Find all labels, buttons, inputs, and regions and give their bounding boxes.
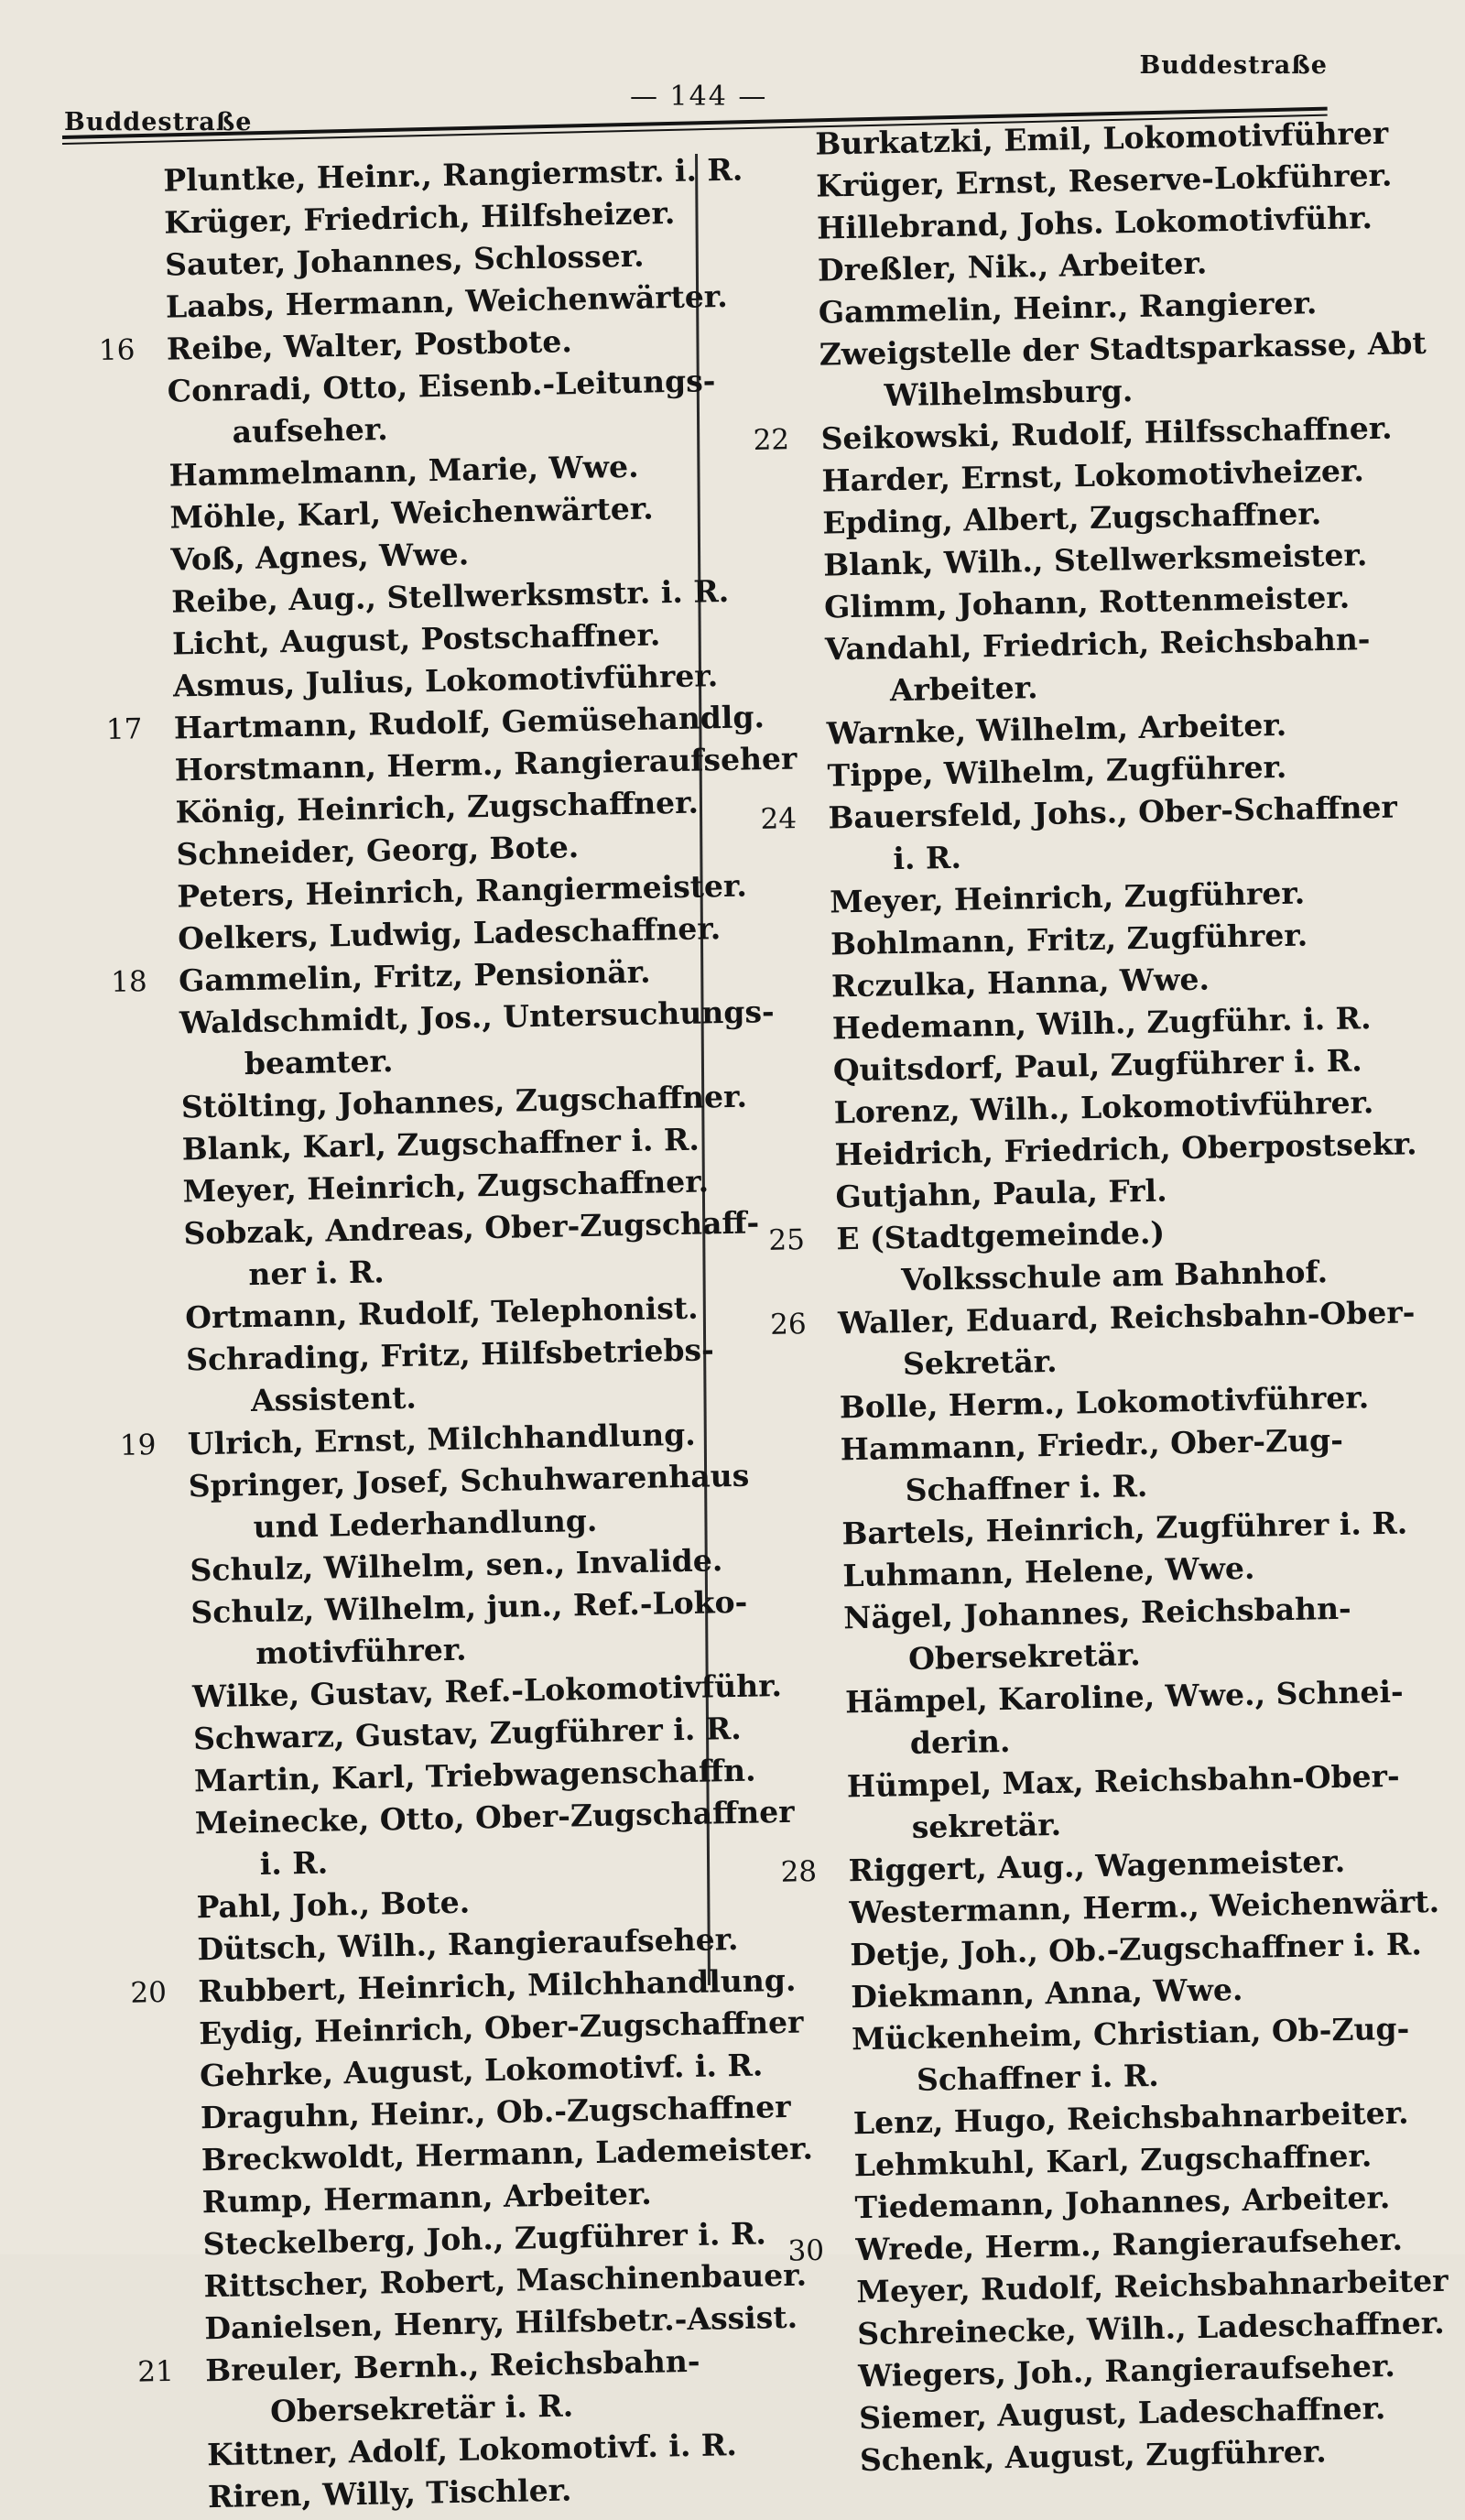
entry-text: Burkatzki, Emil, Lokomotivführer (815, 114, 1389, 162)
entry-text: Lorenz, Wilh., Lokomotivführer. (833, 1084, 1374, 1131)
entry-text: Hammann, Friedr., Ober-Zug- (840, 1421, 1344, 1468)
house-number (749, 208, 804, 209)
entry-text: Blank, Karl, Zugschaffner i. R. (181, 1121, 700, 1168)
entry-text: Pluntke, Heinr., Rangiermstr. i. R. (163, 151, 743, 199)
house-number (778, 1766, 833, 1767)
entry-text: Lehmkuhl, Karl, Zugschaffner. (853, 2137, 1373, 2184)
entry-text: Waldschmidt, Jos., Untersuchungs- (179, 994, 775, 1041)
entry-text: Oelkers, Ludwig, Ladeschaffner. (177, 910, 722, 957)
house-number (123, 1592, 178, 1593)
house-number (751, 334, 806, 335)
house-number (762, 882, 817, 883)
house-number (758, 713, 813, 714)
house-number: 25 (768, 1223, 806, 1257)
entry-text: Steckelberg, Joh., Zugführer i. R. (202, 2215, 767, 2263)
house-number (120, 1466, 175, 1467)
entry-text: Laabs, Hermann, Weichenwärter. (165, 277, 729, 325)
house-number (126, 1803, 181, 1804)
entry-text: sekretär. (911, 1806, 1062, 1845)
entry-text: Wrede, Herm., Rangieraufseher. (855, 2221, 1404, 2268)
house-number (118, 1340, 173, 1341)
entry-text: Hartmann, Rudolf, Gemüsehandlg. (173, 699, 765, 746)
entry-text: Asmus, Julius, Lokomotivführer. (172, 657, 719, 704)
house-number (755, 545, 810, 546)
house-number (132, 2056, 187, 2057)
house-number (759, 755, 814, 756)
entry-text: Quitsdorf, Paul, Zugführer i. R. (832, 1042, 1362, 1089)
entry-text: Hedemann, Wilh., Zugführ. i. R. (831, 1000, 1372, 1047)
entry-text: Schaffner i. R. (916, 2057, 1160, 2098)
house-number (791, 2397, 846, 2398)
house-number (771, 1387, 826, 1388)
house-number: 16 (98, 333, 136, 368)
right-column (751, 113, 1449, 2483)
entry-text: Heidrich, Friedrich, Oberpostsekr. (834, 1125, 1417, 1173)
house-number (129, 1929, 184, 1930)
house-number (783, 1977, 838, 1978)
house-number (106, 750, 161, 751)
house-number (776, 1598, 830, 1599)
house-number (761, 840, 816, 841)
house-number (108, 834, 163, 835)
house-number (115, 1213, 170, 1214)
entry-text: E (Stadtgemeinde.) (836, 1214, 1166, 1257)
house-number (114, 1171, 169, 1172)
house-number (786, 2103, 841, 2104)
entry-text: Voß, Agnes, Wwe. (169, 536, 470, 578)
entry-text: Ortmann, Rudolf, Telephonist. (184, 1289, 699, 1336)
house-number (135, 2224, 190, 2225)
entry-text: Meyer, Heinrich, Zugführer. (829, 874, 1306, 920)
entry-text: Schulz, Wilhelm, jun., Ref.-Loko- (190, 1583, 748, 1631)
house-number (114, 1129, 168, 1130)
entry-text: Westermann, Herm., Weichenwärt. (849, 1883, 1440, 1931)
house-number (788, 2271, 843, 2272)
house-number (771, 1345, 826, 1346)
entry-text: Wilhelmsburg. (884, 373, 1134, 414)
running-head-left: Buddestraße (64, 108, 253, 136)
entry-text: Riren, Willy, Tischler. (207, 2471, 572, 2515)
house-number (764, 966, 819, 967)
entry-text: Dütsch, Wilh., Rangieraufseher. (197, 1920, 739, 1968)
entry-text: Schulz, Wilhelm, sen., Invalide. (190, 1542, 723, 1589)
house-number (133, 2098, 188, 2099)
house-number (105, 666, 160, 667)
house-number (747, 124, 802, 125)
house-number (776, 1640, 831, 1641)
entry-text: Gammelin, Heinr., Rangierer. (818, 285, 1318, 331)
entry-text: Zweigstelle der Stadtsparkasse, Abt (819, 324, 1427, 373)
house-number (790, 2355, 845, 2356)
house-number (113, 1087, 168, 1088)
entry-text: ner i. R. (247, 1254, 385, 1293)
house-number (765, 1092, 820, 1093)
entry-text: Volksschule am Bahnhof. (900, 1254, 1329, 1298)
entry-text: Krüger, Friedrich, Hilfsheizer. (163, 194, 676, 241)
entry-text: Tiedemann, Johannes, Arbeiter. (854, 2179, 1391, 2226)
house-number (785, 2061, 840, 2062)
entry-text: Seikowski, Rudolf, Hilfsschaffner. (820, 409, 1393, 457)
entry-text: Wilke, Gustav, Ref.-Lokomotivführ. (191, 1667, 783, 1715)
house-number (792, 2439, 847, 2440)
entry-text: beamter. (244, 1043, 394, 1082)
house-number (754, 503, 809, 504)
house-number (122, 1550, 177, 1551)
entry-text: i. R. (259, 1844, 329, 1882)
house-number (125, 1677, 179, 1678)
house-number (110, 918, 165, 919)
page-number: — 144 — (630, 81, 768, 113)
house-number: 24 (760, 802, 798, 836)
house-number (786, 2145, 841, 2146)
entry-text: Mückenheim, Christian, Ob-Zug- (851, 2010, 1410, 2058)
entry-text: Meyer, Heinrich, Zugschaffner. (182, 1163, 710, 1210)
house-number (116, 1255, 171, 1256)
house-number (103, 581, 158, 582)
entry-text: derin. (909, 1722, 1011, 1761)
entry-text: Springer, Josef, Schuhwarenhaus (188, 1457, 750, 1504)
entry-text: Gehrke, August, Lokomotivf. i. R. (199, 2047, 764, 2094)
entry-text: Martin, Karl, Triebwagenschaffn. (193, 1752, 756, 1799)
house-number (765, 1008, 819, 1009)
house-number (102, 497, 157, 498)
house-number (775, 1556, 830, 1557)
house-number (109, 876, 164, 877)
entry-text: Gutjahn, Paula, Frl. (835, 1172, 1167, 1215)
running-head-right: Buddestraße (1139, 51, 1328, 80)
entry-text: Lenz, Hugo, Reichsbahnarbeiter. (852, 2094, 1409, 2142)
house-number (784, 2019, 839, 2020)
entry-text: Sauter, Johannes, Schlosser. (164, 237, 645, 283)
entry-text: Breuler, Bernh., Reichsbahn- (204, 2342, 700, 2389)
entry-text: Reibe, Aug., Stellwerksmstr. i. R. (170, 572, 730, 620)
entry-text: motivführer. (255, 1631, 467, 1672)
entry-text: Hillebrand, Johs. Lokomotivführ. (816, 199, 1373, 246)
house-number (767, 1177, 822, 1178)
house-number (787, 2188, 841, 2189)
house-number (127, 1845, 182, 1846)
entry-text: Meyer, Rudolf, Reichsbahnarbeiter (856, 2262, 1449, 2310)
entry-text: Peters, Heinrich, Rangiermeister. (177, 867, 748, 915)
entry-text: Schrading, Fritz, Hilfsbetriebs- (185, 1331, 715, 1378)
house-number (782, 1935, 837, 1936)
house-number (757, 629, 812, 630)
entry-text: Danielsen, Henry, Hilfsbetr.-Assist. (204, 2298, 798, 2347)
entry-text: Riggert, Aug., Wagenmeister. (848, 1842, 1346, 1889)
entry-text: Blank, Wilh., Stellwerksmeister. (822, 537, 1368, 583)
entry-text: Pahl, Joh., Bote. (196, 1884, 471, 1926)
house-number (765, 1050, 819, 1051)
house-number (99, 371, 154, 372)
entry-text: Möhle, Karl, Weichenwärter. (169, 490, 655, 536)
entry-text: Sobzak, Andreas, Ober-Zugschaff- (183, 1204, 760, 1252)
house-number (95, 160, 150, 161)
house-number: 19 (119, 1428, 157, 1462)
entry-text: Eydig, Heinrich, Ober-Zugschaffner (198, 2004, 804, 2052)
entry-text: Ulrich, Ernst, Milchhandlung. (187, 1416, 697, 1462)
house-number (103, 539, 157, 540)
entry-text: Schaffner i. R. (905, 1467, 1148, 1509)
entry-text: Reibe, Walter, Postbote. (166, 323, 573, 367)
entry-text: aufseher. (232, 410, 389, 451)
house-number (134, 2140, 189, 2141)
house-number (763, 924, 818, 925)
house-number (778, 1724, 833, 1725)
house-number: 18 (110, 965, 148, 999)
entry-text: Rubbert, Heinrich, Milchhandlung. (198, 1961, 797, 2010)
house-number: 17 (105, 712, 143, 746)
house-number (139, 2434, 194, 2435)
entry-text: Luhmann, Helene, Wwe. (842, 1549, 1255, 1594)
entry-text: Obersekretär. (907, 1636, 1142, 1677)
entry-text: Bauersfeld, Johs., Ober-Schaffner (828, 788, 1398, 836)
house-number (134, 2182, 189, 2183)
entry-text: Krüger, Ernst, Reserve-Lokführer. (815, 157, 1393, 204)
house-number (136, 2266, 190, 2267)
house-number (754, 461, 808, 462)
entry-text: Schreinecke, Wilh., Ladeschaffner. (856, 2304, 1445, 2352)
house-number (781, 1893, 836, 1894)
house-number (769, 1261, 824, 1262)
entry-text: Bohlmann, Fritz, Zugführer. (830, 917, 1308, 962)
house-number: 26 (769, 1308, 807, 1341)
house-number (748, 166, 803, 167)
entry-text: Kittner, Adolf, Lokomotivf. i. R. (206, 2427, 738, 2473)
entry-text: Schwarz, Gustav, Zugführer i. R. (192, 1710, 743, 1757)
house-number (126, 1761, 181, 1762)
house-number (138, 2392, 193, 2393)
entry-text: Hammelmann, Marie, Wwe. (168, 448, 639, 494)
entry-text: Schneider, Georg, Bote. (176, 829, 580, 873)
house-number (131, 2014, 186, 2015)
entry-text: Schenk, August, Zugführer. (859, 2433, 1328, 2479)
entry-text: Rczulka, Hanna, Wwe. (830, 961, 1210, 1005)
entry-text: Licht, August, Postschaffner. (171, 616, 661, 662)
entry-text: Waller, Eduard, Reichsbahn-Ober- (837, 1294, 1416, 1341)
entry-text: Detje, Joh., Ob.-Zugschaffner i. R. (850, 1926, 1423, 1973)
entry-text: Glimm, Johann, Rottenmeister. (823, 579, 1351, 625)
entry-text: Vandahl, Friedrich, Reichsbahn- (824, 621, 1371, 668)
entry-text: Nägel, Johannes, Reichsbahn- (842, 1590, 1352, 1636)
house-number: 28 (780, 1854, 818, 1889)
entry-text: Breckwoldt, Hermann, Lademeister. (201, 2130, 814, 2178)
house-number (104, 624, 159, 625)
entry-text: König, Heinrich, Zugschaffner. (175, 784, 700, 831)
house-number (97, 244, 152, 245)
house-number (751, 292, 806, 293)
house-number (113, 1045, 168, 1046)
entry-text: Sekretär. (902, 1342, 1058, 1383)
house-number (128, 1887, 183, 1888)
house-number (107, 792, 162, 793)
entry-text: Draguhn, Heinr., Ob.-Zugschaffner (200, 2088, 791, 2136)
entry-text: Tippe, Wilhelm, Zugführer. (827, 748, 1287, 794)
house-number (100, 413, 155, 414)
entry-text: Siemer, August, Ladeschaffner. (858, 2390, 1386, 2437)
entry-text: Rittscher, Robert, Maschinenbauer. (203, 2256, 808, 2305)
entry-text: Arbeiter. (889, 669, 1038, 709)
entry-text: Wiegers, Joh., Rangieraufseher. (857, 2347, 1396, 2395)
entry-text: Rump, Hermann, Arbeiter. (201, 2175, 652, 2221)
entry-text: Diekmann, Anna, Wwe. (850, 1971, 1243, 2015)
entry-text: Conradi, Otto, Eisenb.-Leitungs- (167, 363, 716, 409)
house-number (101, 455, 156, 456)
entry-text: Stölting, Johannes, Zugschaffner. (180, 1078, 748, 1125)
entry-text: i. R. (893, 839, 962, 877)
house-number (756, 587, 811, 588)
entry-text: Assistent. (250, 1379, 418, 1419)
entry-text: Hämpel, Karoline, Wwe., Schnei- (844, 1673, 1404, 1721)
house-number: 22 (753, 423, 790, 458)
entry-text: Warnke, Wilhelm, Arbeiter. (826, 706, 1287, 752)
entry-text: Hümpel, Max, Reichsbahn-Ober- (846, 1757, 1401, 1805)
house-number (789, 2313, 844, 2314)
entry-text: Gammelin, Fritz, Pensionär. (178, 953, 651, 999)
house-number (772, 1429, 827, 1430)
house-number (112, 1003, 167, 1004)
entry-text: Epding, Albert, Zugschaffner. (821, 495, 1322, 541)
house-number: 30 (787, 2233, 825, 2268)
house-number (777, 1682, 832, 1683)
house-number: 21 (137, 2354, 175, 2389)
house-number (96, 202, 151, 203)
entry-text: Bartels, Heinrich, Zugführer i. R. (841, 1504, 1408, 1552)
entry-text: Meinecke, Otto, Ober-Zugschaffner (194, 1793, 795, 1841)
house-number (757, 671, 812, 672)
entry-text: Obersekretär i. R. (269, 2387, 574, 2429)
entry-text: Horstmann, Herm., Rangieraufseher (174, 740, 798, 788)
entry-text: Bolle, Herm., Lokomotivführer. (839, 1379, 1370, 1426)
house-number (119, 1382, 174, 1383)
house-number (121, 1508, 176, 1509)
entry-text: und Lederhandlung. (253, 1502, 598, 1546)
house-number: 20 (130, 1975, 168, 2010)
house-number (750, 250, 805, 251)
house-number (774, 1514, 829, 1515)
house-number (98, 287, 153, 288)
house-number (140, 2476, 195, 2477)
entry-text: Harder, Ernst, Lokomotivheizer. (821, 452, 1365, 499)
house-number (125, 1719, 180, 1720)
house-number (752, 376, 807, 377)
entry-text: Dreßler, Nik., Arbeiter. (817, 244, 1208, 288)
